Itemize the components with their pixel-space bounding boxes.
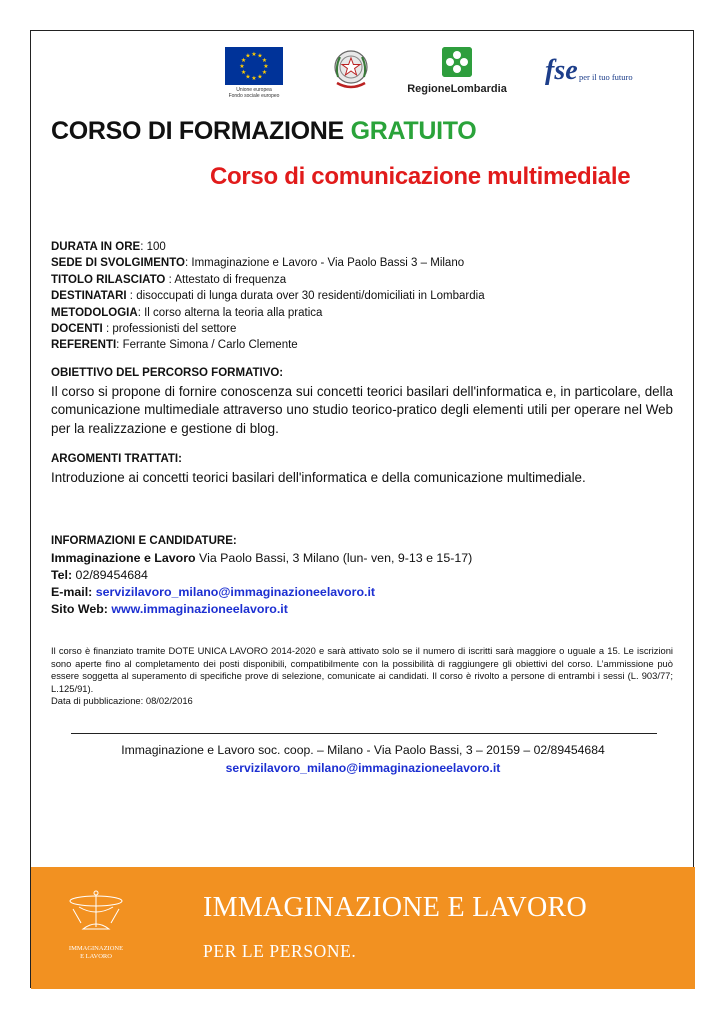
detail-row: METODOLOGIA: Il corso alterna la teoria alla pratica (51, 306, 323, 319)
emblem-label: IMMAGINAZIONE E LAVORO (68, 945, 124, 960)
divider (71, 733, 657, 734)
detail-row: DESTINATARI : disoccupati di lunga durata over 30 residenti/domiciliati in Lombardia (51, 290, 485, 303)
svg-text:★: ★ (263, 63, 269, 70)
svg-text:★: ★ (251, 51, 257, 58)
funding-note: Il corso è finanziato tramite DOTE UNICA LAVORO 2014-2020 e sarà attivato solo se il numero di iscritti sarà maggiore o uguale a 15. Le iscrizioni sono aperte fino al completamento dei posti disponibili, compatibilmente con la possibilità di raggiungere gli obiettivi del corso. L’ammissione può essere soggetta al superamento di specifiche prove di selezione, comunicate ai candidati. Il corso è rivolto a persone di entrambi i sessi (L. 903/77; L.125/91). (51, 645, 673, 694)
website-link[interactable]: www.immaginazioneelavoro.it (111, 602, 288, 616)
italian-republic-emblem-icon (332, 47, 370, 97)
footer-email-link[interactable]: servizilavoro_milano@immaginazioneelavoro.it (225, 761, 501, 775)
course-heading (51, 117, 476, 146)
svg-text:★: ★ (261, 69, 268, 76)
svg-text:★: ★ (245, 52, 251, 60)
topics-heading: ARGOMENTI TRATTATI: (51, 453, 182, 465)
svg-text:★: ★ (245, 73, 251, 81)
detail-row: REFERENTI: Ferrante Simona / Carlo Clemente (51, 339, 298, 352)
eu-flag-icon (225, 47, 283, 85)
regione-lombardia-logo (397, 47, 517, 103)
svg-text:★: ★ (257, 52, 263, 60)
immaginazione-lavoro-emblem (61, 887, 131, 967)
svg-text:★: ★ (240, 69, 247, 76)
regione-lombardia-name: RegioneLombardia (407, 83, 507, 95)
detail-row: DURATA IN ORE: 100 (51, 241, 166, 253)
svg-text:★: ★ (257, 73, 263, 81)
fine-print (51, 645, 673, 708)
flyer-page (30, 30, 694, 988)
eu-logo (225, 47, 283, 99)
course-heading-prefix: CORSO DI FORMAZIONE (51, 117, 344, 145)
fse-logo (545, 55, 655, 95)
topics-text: Introduzione ai concetti teorici basilari dell'informatica e della comunicazione multimediale. (51, 470, 586, 485)
contact-phone: Tel: 02/89454684 (51, 568, 148, 582)
fse-tagline: per il tuo futuro (579, 72, 633, 82)
email-link[interactable]: servizilavoro_milano@immaginazioneelavoro.it (95, 585, 376, 599)
svg-text:★: ★ (251, 75, 257, 82)
publication-date: Data di pubblicazione: 08/02/2016 (51, 695, 193, 707)
objective-heading: OBIETTIVO DEL PERCORSO FORMATIVO: (51, 367, 284, 379)
svg-text:★: ★ (239, 63, 245, 70)
brand-band (31, 867, 695, 989)
detail-row: SEDE DI SVOLGIMENTO: Immaginazione e Lavoro - Via Paolo Bassi 3 – Milano (51, 257, 465, 270)
svg-text:★: ★ (240, 57, 247, 64)
footer-address: Immaginazione e Lavoro soc. coop. – Milano - Via Paolo Bassi, 3 – 20159 – 02/89454684 (121, 743, 605, 757)
course-heading-highlight: GRATUITO (350, 117, 477, 145)
flying-machine-icon (61, 887, 131, 943)
contact-heading: INFORMAZIONI E CANDIDATURE: (51, 535, 237, 547)
detail-row: TITOLO RILASCIATO : Attestato di frequenza (51, 273, 287, 286)
eu-caption: Unione europea Fondo sociale europeo (228, 87, 280, 99)
fse-mark: fse (545, 55, 578, 86)
detail-row: DOCENTI : professionisti del settore (51, 323, 237, 336)
objective-text: Il corso si propone di fornire conoscenza sui concetti teorici basilari dell'informatica e, in particolare, della comunicazione multimediale attraverso uno studio teorico-pratico degli elementi utili per operare nel Web per la realizzazione e gestione di blog. (51, 384, 673, 436)
svg-text:★: ★ (261, 57, 268, 64)
contact-block (51, 533, 472, 618)
course-details (51, 239, 485, 354)
brand-tagline: PER LE PERSONE. (203, 941, 357, 961)
logo-strip (225, 47, 655, 103)
brand-title: IMMAGINAZIONE E LAVORO (203, 892, 588, 923)
course-title: Corso di comunicazione multimediale (210, 163, 631, 190)
lombardia-rose-icon (442, 47, 472, 77)
contact-website: Sito Web: www.immaginazioneelavoro.it (51, 602, 288, 616)
contact-address: Immaginazione e Lavoro Via Paolo Bassi, 3 Milano (lun- ven, 9-13 e 15-17) (51, 551, 473, 565)
contact-email: E-mail: servizilavoro_milano@immaginazioneelavoro.it (51, 585, 376, 599)
